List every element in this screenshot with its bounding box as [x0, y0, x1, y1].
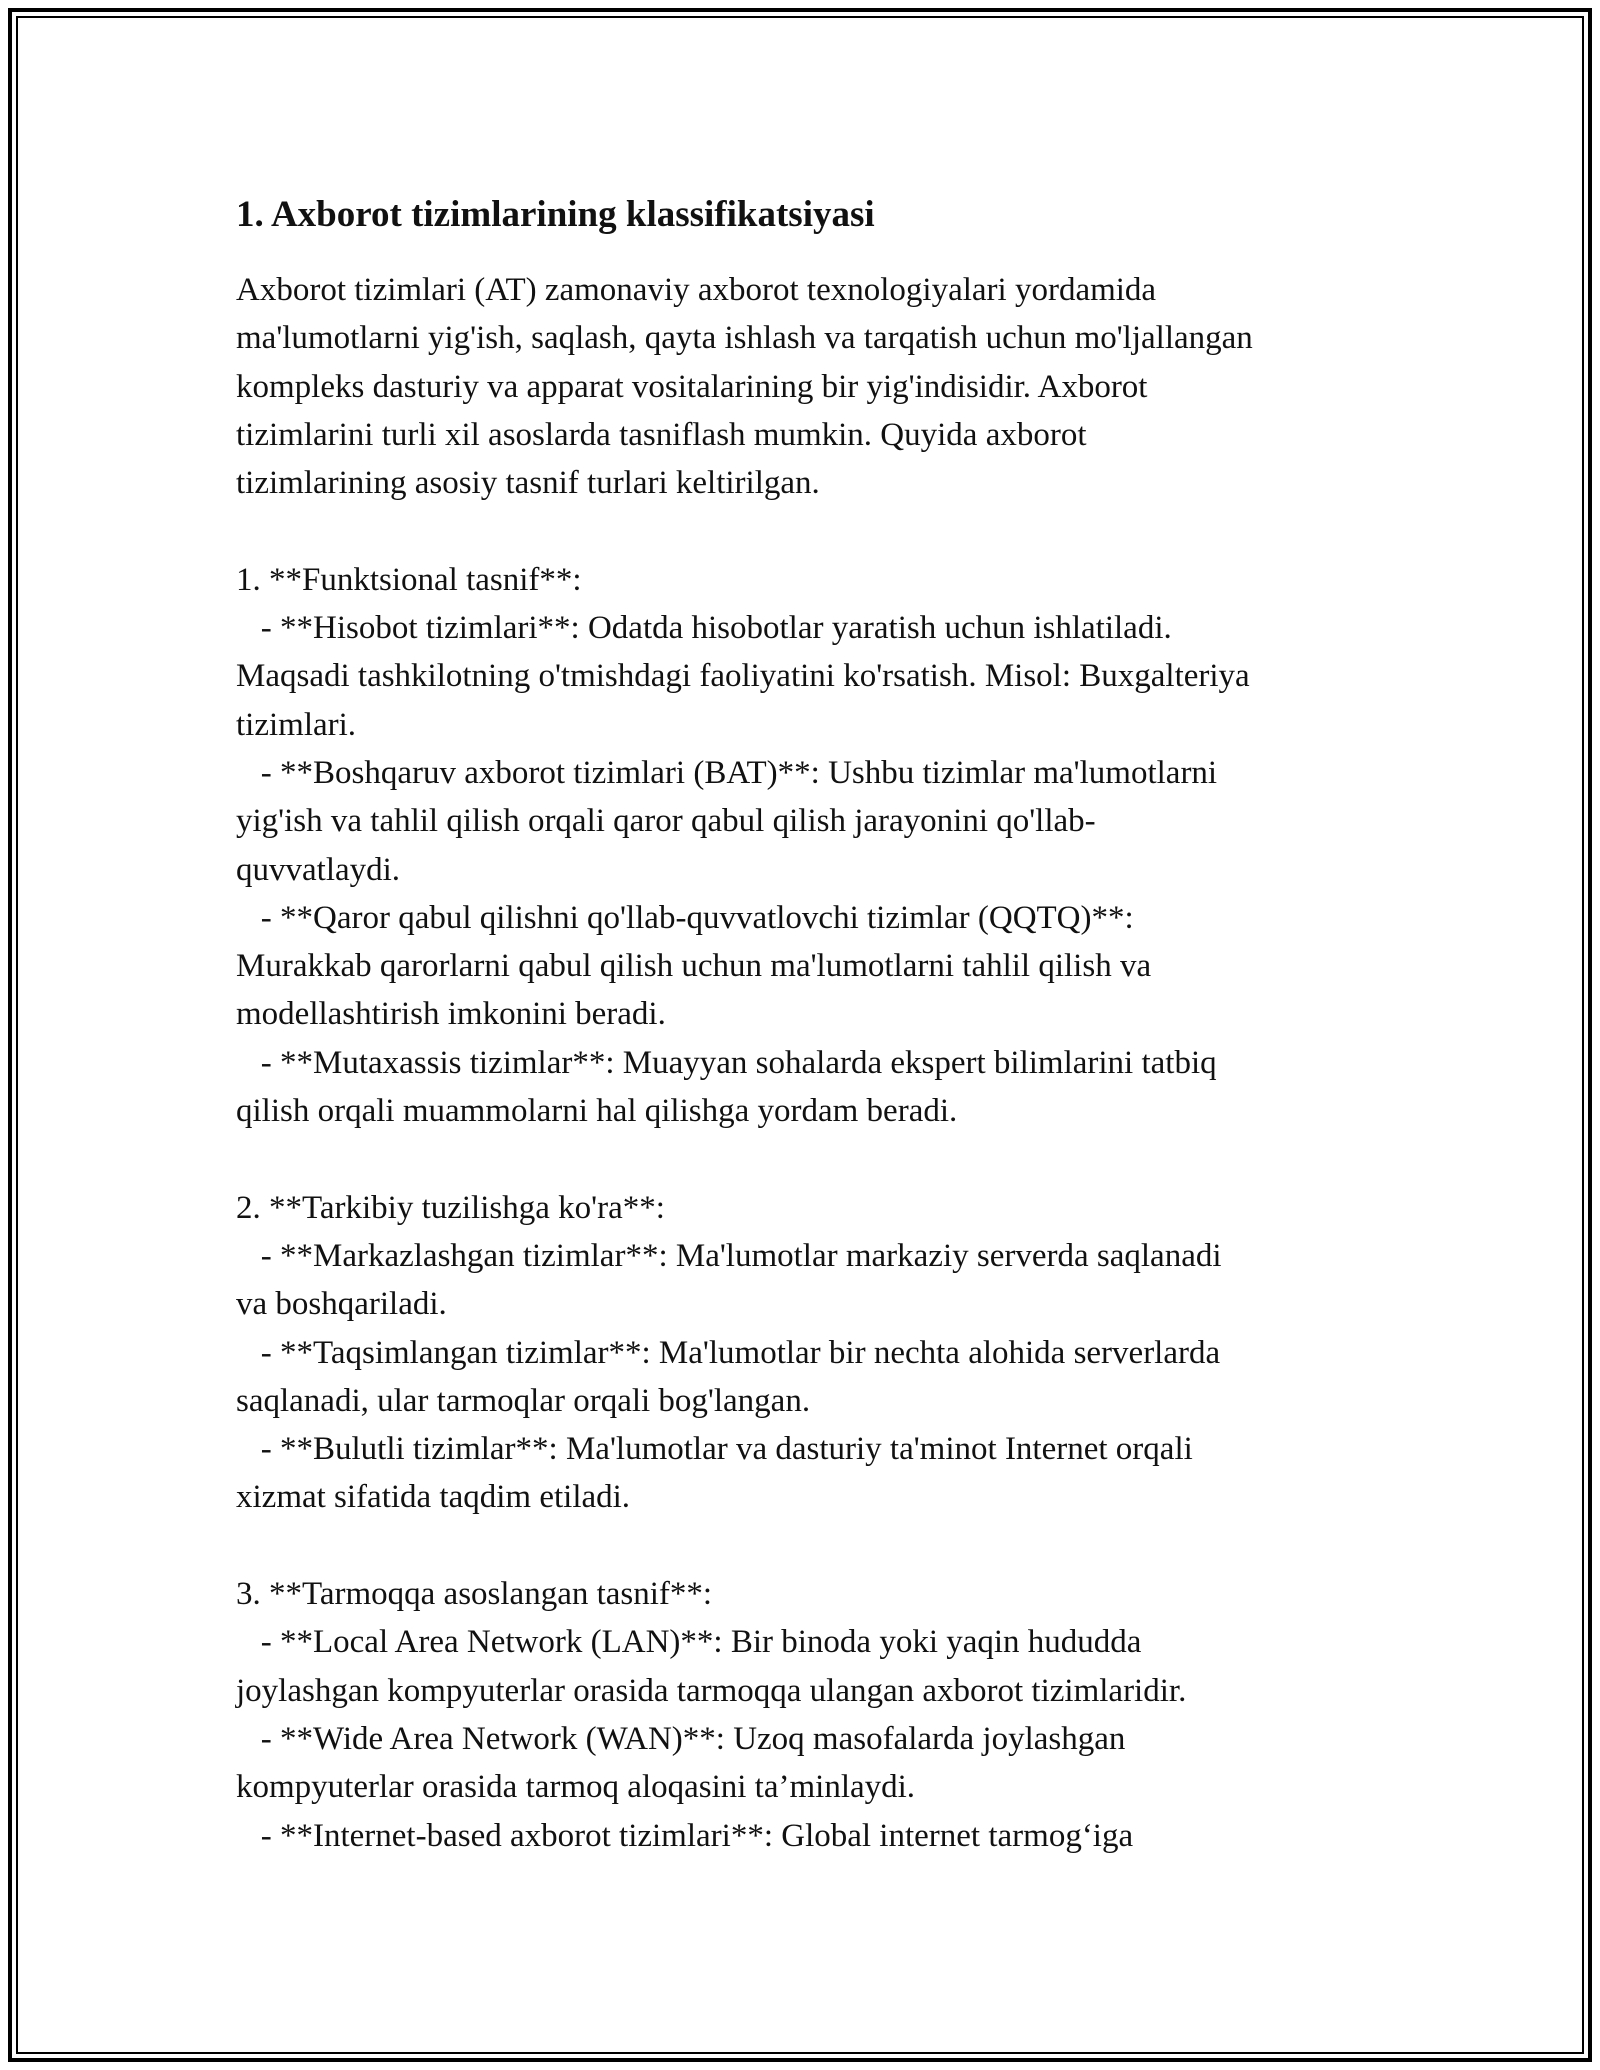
document-content [236, 190, 1396, 1860]
document-title: 1. Axborot tizimlarining klassifikatsiyasi [236, 194, 875, 235]
document-body: Axborot tizimlari (AT) zamonaviy axborot texnologiyalari yordamida ma'lumotlarni yig'ish, saqlash, qayta ishlash va tarqatish uchun mo'ljallangan kompleks dasturiy va apparat vositalarining bir yig'indisidir. Axborot tizimlarini turli xil asoslarda tasniflash mumkin. Quyida axborot tizimlarining asosiy tasnif turlari keltirilgan. 1. **Funktsional tasnif**: - **Hisobot tizimlari**: Odatda hisobotlar yaratish uchun ishlatiladi. Maqsadi tashkilotning o'tmishdagi faoliyatini ko'rsatish. Misol: Buxgalteriya tizimlari. - **Boshqaruv axborot tizimlari (BAT)**: Ushbu tizimlar ma'lumotlarni yig'ish va tahlil qilish orqali qaror qabul qilish jarayonini qo'llab- quvvatlaydi. - **Qaror qabul qilishni qo'llab-quvvatlovchi tizimlar (QQTQ)**: Murakkab qarorlarni qabul qilish uchun ma'lumotlarni tahlil qilish va modellashtirish imkonini beradi. - **Mutaxassis tizimlar**: Muayyan sohalarda ekspert bilimlarini tatbiq qilish orqali muammolarni hal qilishga yordam beradi. 2. **Tarkibiy tuzilishga ko'ra**: - **Markazlashgan tizimlar**: Ma'lumotlar markaziy serverda saqlanadi va boshqariladi. - **Taqsimlangan tizimlar**: Ma'lumotlar bir nechta alohida serverlarda saqlanadi, ular tarmoqlar orqali bog'langan. - **Bulutli tizimlar**: Ma'lumotlar va dasturiy ta'minot Internet orqali xizmat sifatida taqdim etiladi. 3. **Tarmoqqa asoslangan tasnif**: - **Local Area Network (LAN)**: Bir binoda yoki yaqin hududda joylashgan kompyuterlar orasida tarmoqqa ulangan axborot tizimlaridir. - **Wide Area Network (WAN)**: Uzoq masofalarda joylashgan kompyuterlar orasida tarmoq aloqasini ta’minlaydi. - **Internet-based axborot tizimlari**: Global internet tarmog‘iga [236, 272, 1253, 1854]
